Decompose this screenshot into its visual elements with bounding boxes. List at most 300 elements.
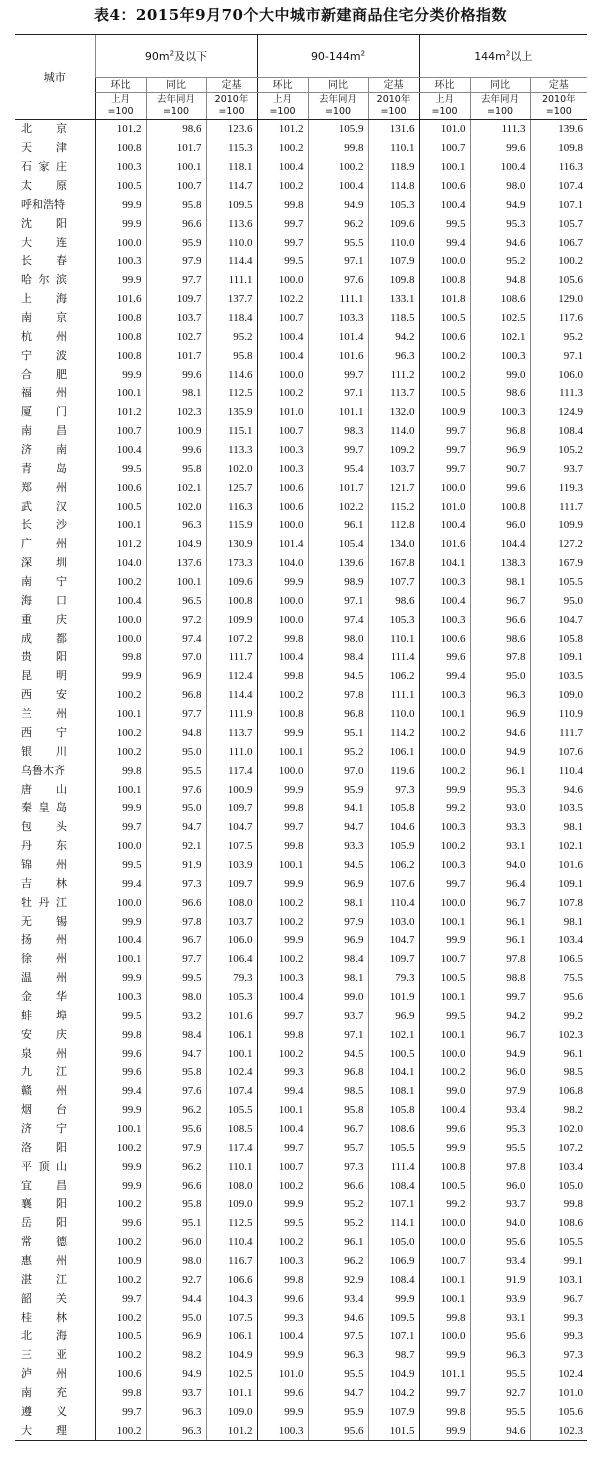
index-value: 99.7 — [257, 233, 308, 252]
index-value: 102.7 — [146, 327, 206, 346]
table-row — [15, 874, 587, 893]
index-value: 119.6 — [368, 761, 419, 780]
index-value: 107.2 — [206, 629, 257, 648]
city-name: 南 昌 — [21, 424, 67, 438]
index-value: 99.3 — [530, 1308, 587, 1327]
index-value: 99.0 — [470, 365, 530, 384]
table-row — [15, 856, 587, 875]
city-name: 遵 义 — [21, 1404, 67, 1418]
index-value: 106.5 — [530, 950, 587, 969]
table-row — [15, 309, 587, 328]
index-value: 107.4 — [530, 177, 587, 196]
index-value: 100.3 — [95, 252, 146, 271]
column-header: 环比 — [419, 78, 470, 93]
index-value: 106.4 — [206, 950, 257, 969]
table-row — [15, 290, 587, 309]
index-value: 109.7 — [206, 874, 257, 893]
index-value: 98.1 — [308, 893, 368, 912]
city-name: 泉 州 — [21, 1046, 67, 1060]
index-value: 105.2 — [530, 441, 587, 460]
index-value: 100.8 — [206, 591, 257, 610]
index-value: 95.8 — [146, 1063, 206, 1082]
city-name: 赣 州 — [21, 1084, 67, 1098]
city-name: 徐 州 — [21, 952, 67, 966]
index-value: 102.1 — [470, 327, 530, 346]
index-value: 96.3 — [470, 1346, 530, 1365]
index-value: 95.2 — [308, 1214, 368, 1233]
index-value: 100.0 — [95, 610, 146, 629]
index-value: 108.1 — [368, 1082, 419, 1101]
index-value: 112.8 — [368, 516, 419, 535]
index-value: 100.6 — [257, 478, 308, 497]
index-value: 101.6 — [308, 346, 368, 365]
index-value: 100.3 — [257, 459, 308, 478]
city-name: 银 川 — [21, 744, 67, 758]
index-value: 100.2 — [419, 1063, 470, 1082]
index-value: 98.2 — [530, 1101, 587, 1120]
index-value: 96.1 — [470, 931, 530, 950]
index-value: 109.7 — [368, 950, 419, 969]
index-value: 100.3 — [470, 403, 530, 422]
index-value: 100.5 — [368, 1044, 419, 1063]
index-value: 96.2 — [146, 1157, 206, 1176]
index-value: 95.9 — [146, 233, 206, 252]
index-value: 96.7 — [146, 931, 206, 950]
index-value: 103.7 — [206, 912, 257, 931]
index-value: 106.7 — [530, 233, 587, 252]
index-value: 93.7 — [146, 1384, 206, 1403]
index-value: 96.6 — [308, 1176, 368, 1195]
index-value: 103.7 — [368, 459, 419, 478]
index-value: 100.0 — [419, 1327, 470, 1346]
index-value: 100.5 — [95, 1327, 146, 1346]
index-value: 97.7 — [146, 950, 206, 969]
index-value: 110.4 — [368, 893, 419, 912]
index-value: 100.2 — [95, 1346, 146, 1365]
city-name: 南 充 — [21, 1386, 67, 1399]
index-value: 102.0 — [206, 459, 257, 478]
column-header: 同比 — [308, 78, 368, 93]
city-name: 金 华 — [21, 989, 67, 1003]
city-name: 贵 阳 — [21, 650, 67, 664]
index-value: 100.9 — [419, 403, 470, 422]
city-column-header: 城市 — [15, 35, 95, 120]
city-name: 吉 林 — [21, 876, 67, 890]
index-value: 98.2 — [146, 1346, 206, 1365]
index-value: 99.3 — [257, 1308, 308, 1327]
index-value: 100.2 — [308, 158, 368, 177]
index-value: 117.6 — [530, 309, 587, 328]
index-value: 100.1 — [257, 1101, 308, 1120]
index-value: 98.9 — [308, 573, 368, 592]
index-value: 100.6 — [95, 478, 146, 497]
index-value: 103.3 — [308, 309, 368, 328]
index-value: 99.8 — [257, 629, 308, 648]
index-value: 94.6 — [530, 780, 587, 799]
index-value: 113.3 — [206, 441, 257, 460]
index-value: 95.0 — [146, 799, 206, 818]
index-value: 95.5 — [470, 1138, 530, 1157]
index-value: 115.2 — [368, 497, 419, 516]
index-value: 100.7 — [257, 1157, 308, 1176]
city-name: 秦皇岛 — [21, 801, 67, 815]
index-value: 97.1 — [308, 591, 368, 610]
index-value: 100.4 — [257, 1120, 308, 1139]
index-value: 100.2 — [95, 1195, 146, 1214]
index-value: 98.6 — [470, 384, 530, 403]
index-value: 96.2 — [308, 214, 368, 233]
index-value: 96.0 — [146, 1233, 206, 1252]
index-value: 102.5 — [470, 309, 530, 328]
index-value: 92.7 — [470, 1384, 530, 1403]
city-name: 长 沙 — [21, 518, 67, 532]
index-value: 99.2 — [419, 799, 470, 818]
index-value: 105.8 — [368, 1101, 419, 1120]
index-value: 100.2 — [257, 893, 308, 912]
index-value: 118.4 — [206, 309, 257, 328]
table-row — [15, 384, 587, 403]
index-value: 105.4 — [308, 535, 368, 554]
table-row — [15, 441, 587, 460]
index-value: 115.9 — [206, 516, 257, 535]
index-value: 100.2 — [419, 837, 470, 856]
index-value: 102.1 — [146, 478, 206, 497]
index-value: 97.2 — [146, 610, 206, 629]
city-name: 石家庄 — [21, 160, 67, 174]
index-value: 100.3 — [419, 856, 470, 875]
index-value: 100.7 — [419, 139, 470, 158]
index-value: 100.0 — [419, 252, 470, 271]
index-value: 94.7 — [146, 1044, 206, 1063]
index-value: 96.2 — [308, 1252, 368, 1271]
table-row — [15, 799, 587, 818]
index-value: 102.2 — [257, 290, 308, 309]
index-value: 107.6 — [530, 742, 587, 761]
index-value: 104.3 — [206, 1289, 257, 1308]
index-value: 109.7 — [206, 799, 257, 818]
index-value: 75.5 — [530, 969, 587, 988]
index-value: 91.9 — [146, 856, 206, 875]
index-value: 109.2 — [368, 441, 419, 460]
index-value: 98.0 — [146, 1252, 206, 1271]
index-value: 100.4 — [95, 931, 146, 950]
index-value: 105.5 — [530, 1233, 587, 1252]
index-value: 97.7 — [146, 271, 206, 290]
index-value: 98.8 — [470, 969, 530, 988]
city-name: 无 锡 — [21, 914, 67, 928]
index-value: 94.2 — [368, 327, 419, 346]
index-value: 107.6 — [368, 874, 419, 893]
index-value: 101.2 — [95, 403, 146, 422]
index-value: 116.3 — [530, 158, 587, 177]
city-name: 长 春 — [21, 254, 67, 268]
index-value: 107.7 — [368, 573, 419, 592]
index-value: 93.0 — [470, 799, 530, 818]
index-value: 100.1 — [419, 1289, 470, 1308]
index-value: 99.7 — [419, 441, 470, 460]
index-value: 96.6 — [146, 1176, 206, 1195]
city-name: 兰 州 — [21, 707, 67, 721]
index-value: 99.9 — [419, 931, 470, 950]
base-period-header: 去年同月 =100 — [470, 93, 530, 120]
city-name: 包 头 — [21, 820, 67, 834]
index-value: 110.0 — [368, 233, 419, 252]
index-value: 100.2 — [95, 1233, 146, 1252]
index-value: 99.9 — [257, 724, 308, 743]
index-value: 110.4 — [530, 761, 587, 780]
index-value: 100.8 — [419, 1157, 470, 1176]
index-value: 95.8 — [146, 459, 206, 478]
index-value: 94.7 — [146, 818, 206, 837]
index-value: 94.1 — [308, 799, 368, 818]
index-value: 107.9 — [368, 252, 419, 271]
table-row — [15, 988, 587, 1007]
index-value: 95.5 — [146, 761, 206, 780]
index-value: 105.3 — [368, 195, 419, 214]
index-value: 109.9 — [206, 610, 257, 629]
index-value: 99.5 — [95, 459, 146, 478]
index-value: 95.8 — [308, 1101, 368, 1120]
index-value: 96.1 — [530, 1044, 587, 1063]
index-value: 100.4 — [470, 158, 530, 177]
index-value: 103.1 — [530, 1270, 587, 1289]
index-value: 98.4 — [308, 648, 368, 667]
index-value: 94.5 — [308, 667, 368, 686]
index-value: 92.1 — [146, 837, 206, 856]
index-value: 100.1 — [95, 516, 146, 535]
index-value: 100.1 — [257, 856, 308, 875]
index-value: 111.4 — [368, 1157, 419, 1176]
index-value: 94.6 — [470, 724, 530, 743]
city-name: 厦 门 — [21, 405, 67, 419]
index-value: 116.7 — [206, 1252, 257, 1271]
index-value: 117.4 — [206, 1138, 257, 1157]
index-value: 100.2 — [95, 573, 146, 592]
index-value: 97.6 — [146, 780, 206, 799]
table-row — [15, 516, 587, 535]
index-value: 96.2 — [146, 1101, 206, 1120]
table-row — [15, 139, 587, 158]
index-value: 127.2 — [530, 535, 587, 554]
index-value: 103.5 — [530, 799, 587, 818]
table-row — [15, 478, 587, 497]
index-value: 106.0 — [530, 365, 587, 384]
city-name: 西 宁 — [21, 725, 67, 739]
index-value: 100.8 — [95, 346, 146, 365]
index-value: 96.8 — [470, 422, 530, 441]
index-value: 108.4 — [368, 1176, 419, 1195]
index-value: 97.3 — [146, 874, 206, 893]
index-value: 96.3 — [146, 1402, 206, 1421]
index-value: 99.6 — [95, 1063, 146, 1082]
index-value: 98.1 — [530, 818, 587, 837]
index-value: 98.5 — [530, 1063, 587, 1082]
index-value: 109.0 — [206, 1402, 257, 1421]
index-value: 99.4 — [95, 1082, 146, 1101]
index-value: 99.3 — [530, 1327, 587, 1346]
table-row — [15, 459, 587, 478]
city-name: 湛 江 — [21, 1272, 67, 1286]
index-value: 100.0 — [419, 742, 470, 761]
index-value: 100.4 — [95, 591, 146, 610]
index-value: 96.1 — [308, 516, 368, 535]
index-value: 101.2 — [206, 1421, 257, 1440]
index-value: 95.2 — [308, 1195, 368, 1214]
index-value: 106.2 — [368, 856, 419, 875]
index-value: 100.0 — [419, 1233, 470, 1252]
index-value: 104.0 — [95, 554, 146, 573]
index-value: 94.5 — [308, 856, 368, 875]
index-value: 96.8 — [308, 705, 368, 724]
index-value: 103.9 — [206, 856, 257, 875]
table-row — [15, 195, 587, 214]
city-name: 北 海 — [21, 1329, 67, 1343]
index-value: 95.9 — [308, 1402, 368, 1421]
table-row — [15, 1025, 587, 1044]
table-body — [15, 120, 587, 1441]
index-value: 100.4 — [419, 591, 470, 610]
index-value: 114.8 — [368, 177, 419, 196]
index-value: 109.7 — [146, 290, 206, 309]
index-value: 100.5 — [419, 1176, 470, 1195]
city-name: 大 理 — [15, 1421, 95, 1440]
index-value: 99.7 — [308, 441, 368, 460]
index-value: 99.7 — [257, 818, 308, 837]
index-value: 110.9 — [530, 705, 587, 724]
index-value: 104.7 — [368, 931, 419, 950]
base-period-header: 上月 =100 — [257, 93, 308, 120]
index-value: 94.9 — [146, 1365, 206, 1384]
base-header-row — [15, 93, 587, 120]
index-value: 99.9 — [419, 1346, 470, 1365]
table-row — [15, 233, 587, 252]
index-value: 99.1 — [530, 1252, 587, 1271]
index-value: 95.5 — [470, 1365, 530, 1384]
index-value: 118.9 — [368, 158, 419, 177]
index-value: 99.8 — [308, 139, 368, 158]
index-value: 99.5 — [419, 214, 470, 233]
table-row — [15, 252, 587, 271]
index-value: 99.8 — [257, 1025, 308, 1044]
index-value: 105.3 — [206, 988, 257, 1007]
index-value: 108.6 — [470, 290, 530, 309]
index-value: 100.3 — [419, 610, 470, 629]
index-value: 79.3 — [368, 969, 419, 988]
index-value: 94.0 — [470, 856, 530, 875]
index-value: 98.1 — [530, 912, 587, 931]
table-row — [15, 1346, 587, 1365]
index-value: 94.2 — [470, 1006, 530, 1025]
index-value: 139.6 — [530, 120, 587, 139]
group-header-large: $144m^2$以上 — [419, 35, 587, 78]
index-value: 98.1 — [146, 384, 206, 403]
index-value: 98.0 — [308, 629, 368, 648]
index-value: 98.6 — [146, 120, 206, 139]
index-value: 95.8 — [146, 195, 206, 214]
index-value: 99.7 — [419, 459, 470, 478]
index-value: 105.0 — [530, 1176, 587, 1195]
index-value: 99.8 — [257, 1270, 308, 1289]
table-row — [15, 1214, 587, 1233]
index-value: 99.9 — [419, 780, 470, 799]
index-value: 100.7 — [95, 422, 146, 441]
index-value: 100.1 — [419, 705, 470, 724]
index-value: 96.3 — [308, 1346, 368, 1365]
table-row — [15, 1402, 587, 1421]
index-value: 95.4 — [308, 459, 368, 478]
index-value: 111.2 — [368, 365, 419, 384]
index-value: 109.5 — [368, 1308, 419, 1327]
table-row — [15, 554, 587, 573]
index-value: 99.9 — [95, 1176, 146, 1195]
table-row — [15, 271, 587, 290]
index-value: 101.0 — [257, 403, 308, 422]
index-value: 109.8 — [530, 139, 587, 158]
index-value: 100.7 — [257, 422, 308, 441]
index-value: 98.4 — [308, 950, 368, 969]
index-value: 100.3 — [257, 441, 308, 460]
price-index-table — [15, 34, 587, 1441]
index-value: 99.5 — [95, 856, 146, 875]
index-value: 102.2 — [308, 497, 368, 516]
index-value: 100.1 — [95, 780, 146, 799]
index-value: 106.8 — [530, 1082, 587, 1101]
index-value: 93.1 — [470, 1308, 530, 1327]
index-value: 100.6 — [419, 629, 470, 648]
index-value: 106.9 — [368, 1252, 419, 1271]
city-name: 济 南 — [21, 443, 67, 457]
city-name: 昆 明 — [21, 669, 67, 683]
index-value: 99.8 — [419, 1308, 470, 1327]
index-value: 104.1 — [419, 554, 470, 573]
table-row — [15, 1365, 587, 1384]
index-value: 100.1 — [257, 742, 308, 761]
index-value: 99.7 — [419, 874, 470, 893]
index-value: 97.9 — [146, 252, 206, 271]
index-value: 100.8 — [95, 309, 146, 328]
index-value: 111.7 — [206, 648, 257, 667]
index-value: 95.5 — [308, 1365, 368, 1384]
index-value: 95.0 — [470, 667, 530, 686]
index-value: 95.3 — [470, 780, 530, 799]
index-value: 100.1 — [419, 158, 470, 177]
index-value: 97.9 — [308, 912, 368, 931]
index-value: 114.4 — [206, 252, 257, 271]
index-value: 99.8 — [95, 1025, 146, 1044]
index-value: 97.0 — [146, 648, 206, 667]
index-value: 104.7 — [206, 818, 257, 837]
index-value: 109.0 — [206, 1195, 257, 1214]
index-value: 100.6 — [95, 1365, 146, 1384]
index-value: 100.5 — [419, 309, 470, 328]
index-value: 130.9 — [206, 535, 257, 554]
index-value: 96.7 — [530, 1289, 587, 1308]
table-row — [15, 1327, 587, 1346]
index-value: 99.9 — [95, 667, 146, 686]
index-value: 100.2 — [257, 384, 308, 403]
index-value: 99.8 — [95, 1384, 146, 1403]
index-value: 100.1 — [419, 1270, 470, 1289]
city-name: 安 庆 — [21, 1027, 67, 1041]
index-value: 99.7 — [95, 1402, 146, 1421]
index-value: 104.2 — [368, 1384, 419, 1403]
table-row — [15, 1063, 587, 1082]
index-value: 99.5 — [257, 1214, 308, 1233]
column-header: 同比 — [146, 78, 206, 93]
index-value: 102.4 — [206, 1063, 257, 1082]
index-value: 99.8 — [95, 648, 146, 667]
index-value: 100.4 — [419, 516, 470, 535]
